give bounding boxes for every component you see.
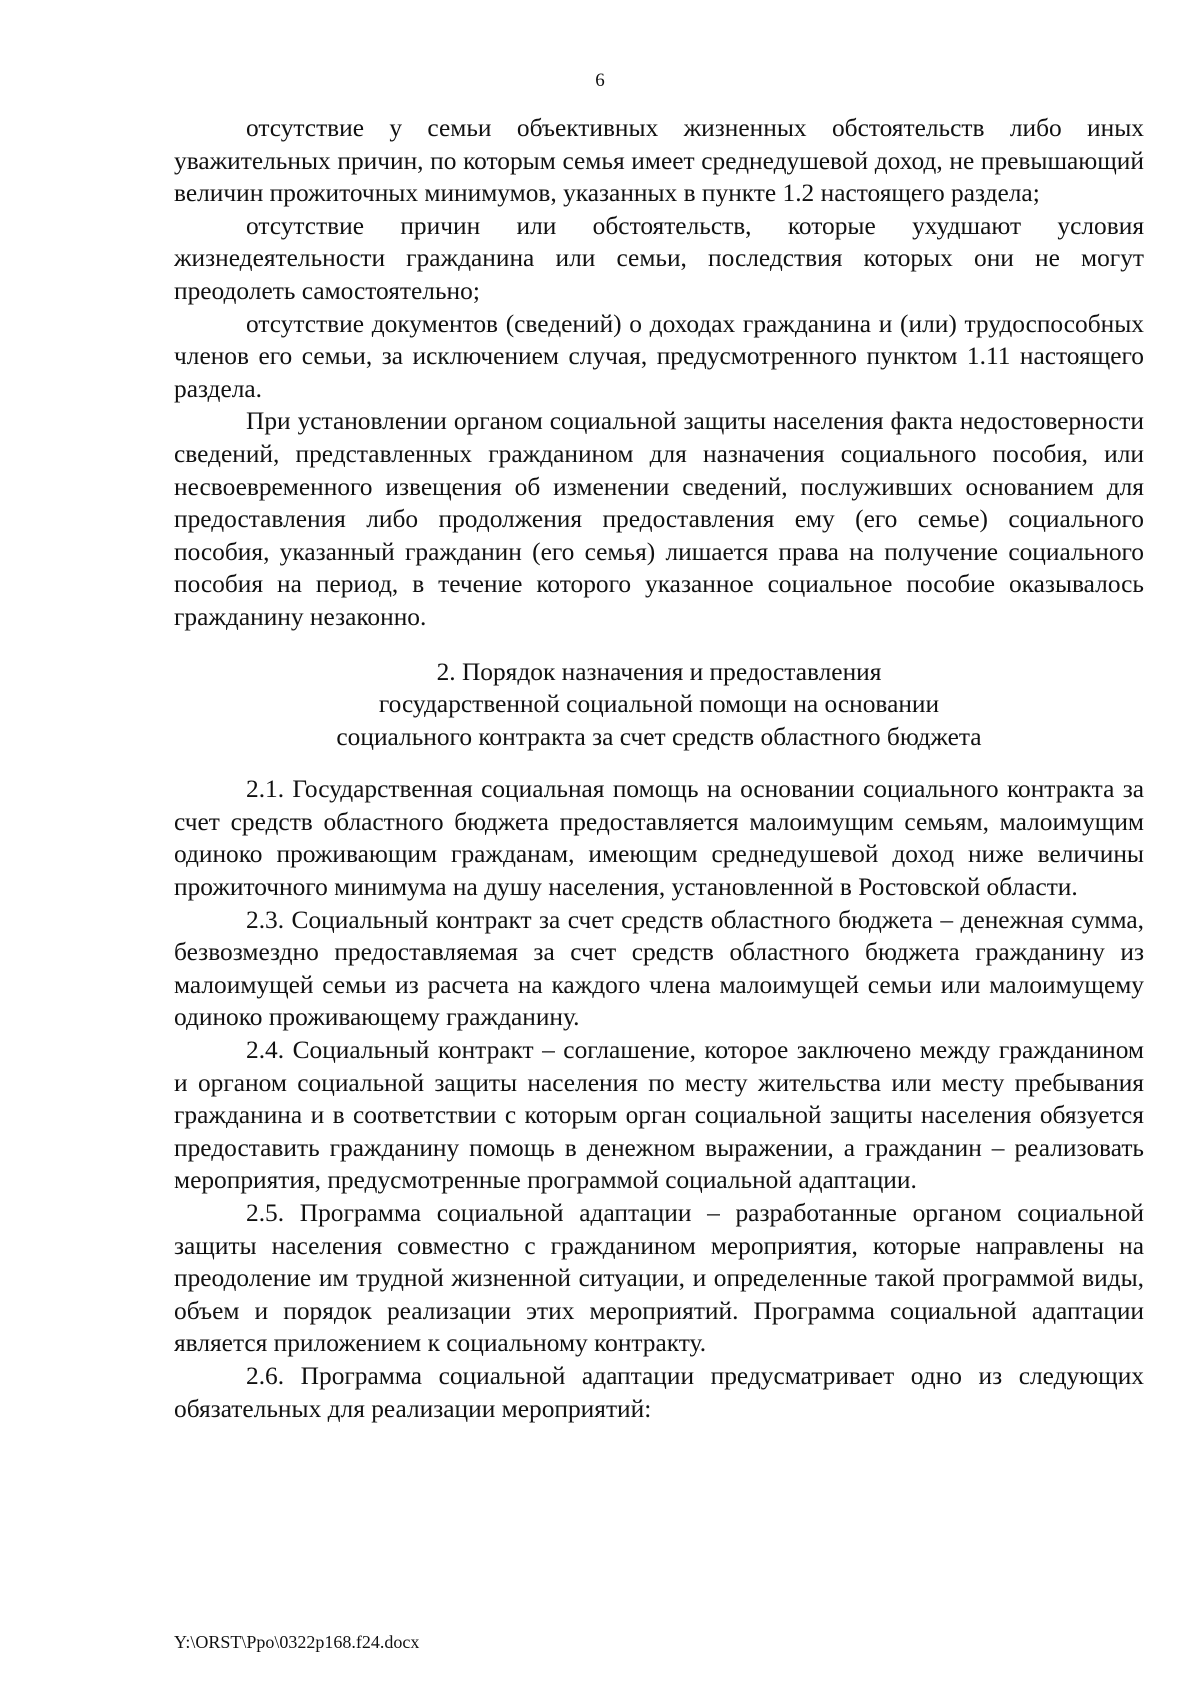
paragraph: При установлении органом социальной защиты населения факта недостоверности сведений, представленных гражданином для назначения социального пособия, или несвоевременного извещения об изменении сведений, послуживших основанием для предоставления либо продолжения предоставления ему (его семье) социального пособия, указанный гражданин (его семья) лишается права на получение социального пособия на период, в течение которого указанное социальное пособие оказывалось гражданину незаконно.	[174, 407, 1144, 631]
section-heading	[174, 656, 1144, 754]
paragraph: 2.1. Государственная социальная помощь на основании социального контракта за счет средств областного бюджета предоставляется малоимущим семьям, малоимущим одиноко проживающим гражданам, имеющим среднедушевой доход ниже величины прожиточного минимума на душу населения, установленной в Ростовской области.	[174, 775, 1144, 902]
section-heading-line: социального контракта за счет средств областного бюджета	[336, 722, 982, 751]
document-body	[174, 112, 1144, 1425]
page-number: 6	[595, 70, 605, 91]
paragraph: отсутствие у семьи объективных жизненных обстоятельств либо иных уважительных причин, по которым семья имеет среднедушевой доход, не превышающий величин прожиточных минимумов, указанных в пункте 1.2 настоящего раздела;	[174, 114, 1144, 208]
paragraph: 2.3. Социальный контракт за счет средств областного бюджета – денежная сумма, безвозмездно предоставляемая за счет средств областного бюджета гражданину из малоимущей семьи из расчета на каждого члена малоимущей семьи или малоимущему одиноко проживающему гражданину.	[174, 905, 1144, 1032]
paragraph: 2.4. Социальный контракт – соглашение, которое заключено между гражданином и органом социальной защиты населения по месту жительства или месту пребывания гражданина и в соответствии с которым орган социальной защиты населения обязуется предоставить гражданину помощь в денежном выражении, а гражданин – реализовать мероприятия, предусмотренные программой социальной адаптации.	[174, 1036, 1144, 1195]
paragraph: отсутствие документов (сведений) о доходах гражданина и (или) трудоспособных членов его семьи, за исключением случая, предусмотренного пунктом 1.11 настоящего раздела.	[174, 309, 1144, 403]
paragraph: 2.6. Программа социальной адаптации предусматривает одно из следующих обязательных для реализации мероприятий:	[174, 1361, 1144, 1423]
paragraph: отсутствие причин или обстоятельств, которые ухудшают условия жизнедеятельности гражданина или семьи, последствия которых они не могут преодолеть самостоятельно;	[174, 211, 1144, 305]
section-heading-line: 2. Порядок назначения и предоставления	[436, 657, 882, 686]
paragraph: 2.5. Программа социальной адаптации – разработанные органом социальной защиты населения совместно с гражданином мероприятия, которые направлены на преодоление им трудной жизненной ситуации, и определенные такой программой виды, объем и порядок реализации этих мероприятий. Программа социальной адаптации является приложением к социальному контракту.	[174, 1199, 1144, 1358]
section-heading-line: государственной социальной помощи на основании	[378, 690, 940, 719]
file-path-footer: Y:\ORST\Ppo\0322p168.f24.docx	[174, 1632, 420, 1652]
